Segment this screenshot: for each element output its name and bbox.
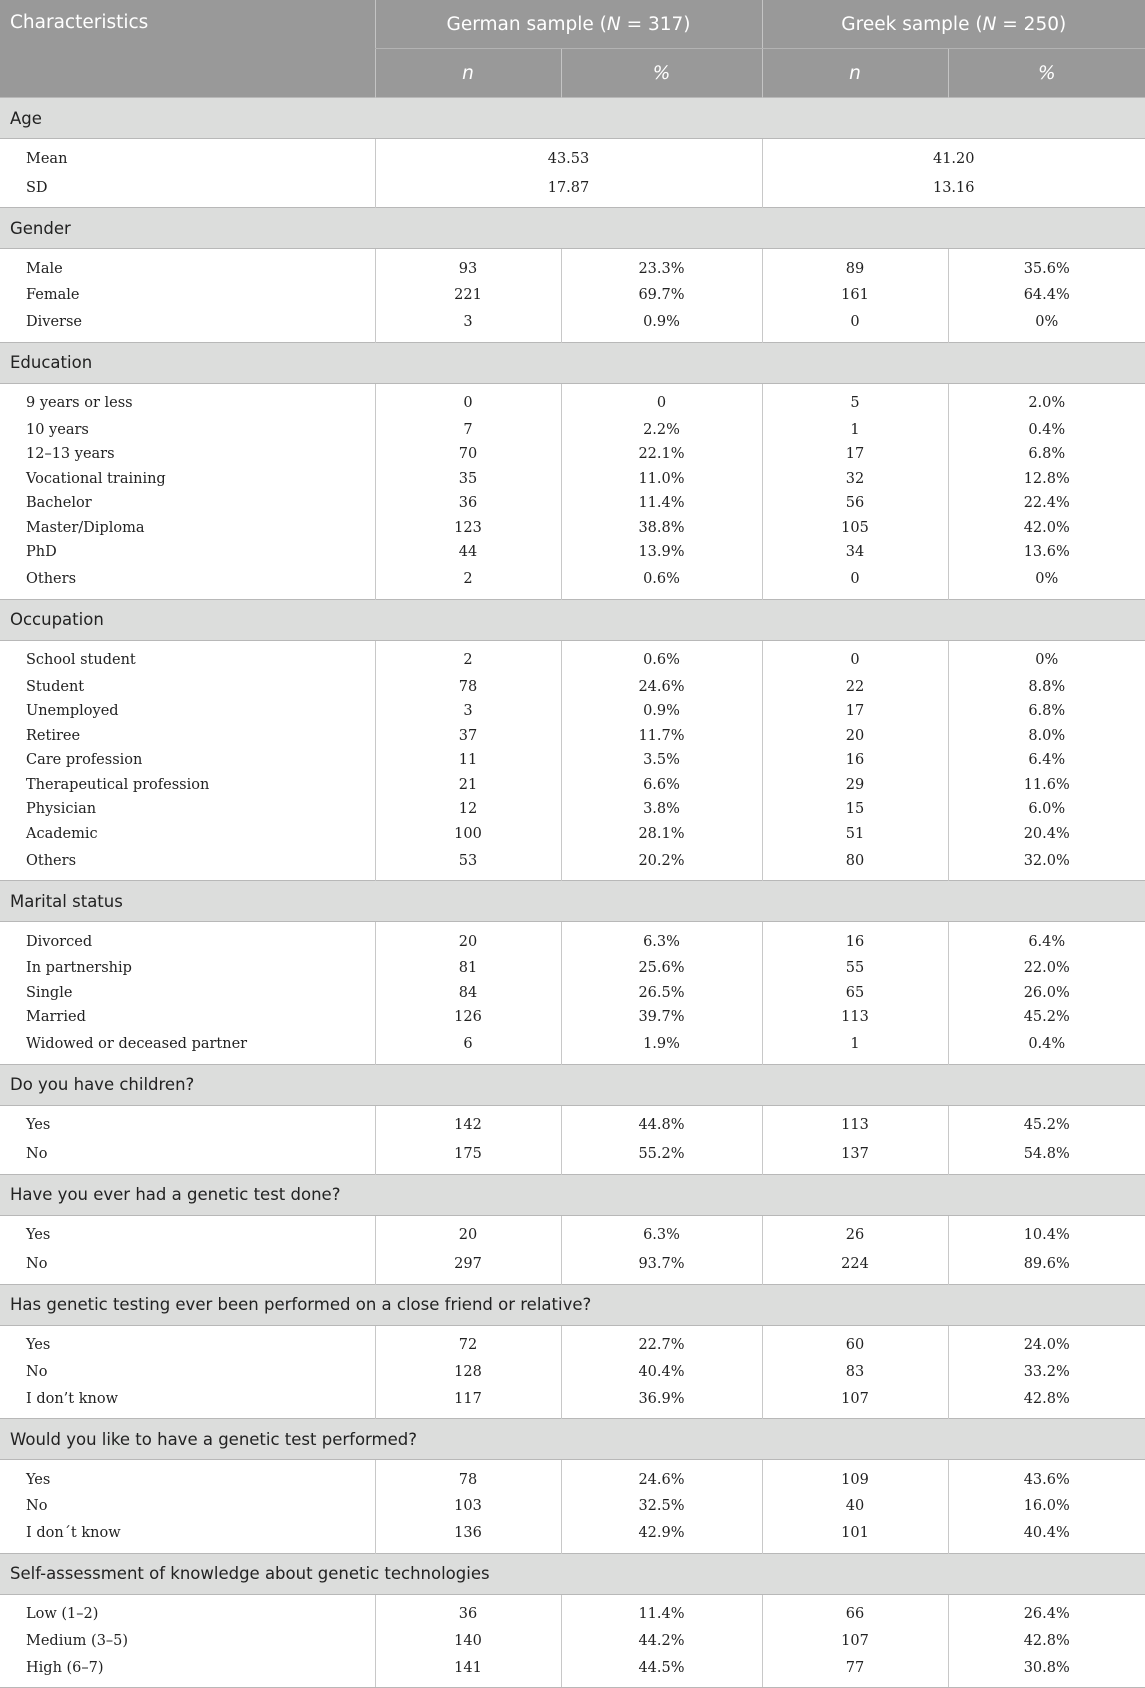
table-row [0,773,1145,798]
table-row [0,283,1145,308]
german-n: 93 [375,249,561,284]
german-pct: 0 [561,383,762,418]
greek-n: 105 [762,516,948,541]
section-header-row [0,1064,1145,1105]
german-n: 53 [375,846,561,881]
german-n: 2 [375,640,561,675]
german-n: 20 [375,1215,561,1250]
greek-pct: 40.4% [948,1519,1145,1554]
german-n: 117 [375,1384,561,1419]
table-row [0,467,1145,492]
table-header [0,0,1145,98]
row-label: Retiree [26,727,81,744]
greek-pct: 64.4% [948,283,1145,308]
german-pct: 20.2% [561,846,762,881]
table-row [0,699,1145,724]
greek-pct: 0.4% [948,418,1145,443]
table-row [0,724,1145,749]
greek-pct: 0% [948,640,1145,675]
greek-pct: 32.0% [948,846,1145,881]
row-label: Academic [26,825,98,842]
table-row [0,491,1145,516]
german-n: 35 [375,467,561,492]
german-pct: 6.3% [561,1215,762,1250]
greek-pct: 26.0% [948,981,1145,1006]
greek-pct: 6.8% [948,442,1145,467]
german-n: 3 [375,699,561,724]
german-value: 43.53 [375,139,762,174]
row-label: Care profession [26,752,143,769]
german-n: 0 [375,383,561,418]
greek-pct: 12.8% [948,467,1145,492]
greek-pct: 24.0% [948,1325,1145,1360]
german-n: 37 [375,724,561,749]
table-row [0,1140,1145,1175]
greek-pct: 42.8% [948,1384,1145,1419]
table-row [0,1384,1145,1419]
german-pct: 11.4% [561,1594,762,1629]
greek-n: 89 [762,249,948,284]
german-pct: 0.6% [561,640,762,675]
greek-pct: 10.4% [948,1215,1145,1250]
table-row [0,1360,1145,1385]
section-title: Education [0,342,1145,383]
german-n: 140 [375,1629,561,1654]
row-label: Male [26,260,63,277]
german-pct: 32.5% [561,1494,762,1519]
section-title: Has genetic testing ever been performed on a close friend or relative? [0,1284,1145,1325]
greek-pct: 8.0% [948,724,1145,749]
german-pct: 13.9% [561,540,762,565]
german-n: 100 [375,822,561,847]
table-row [0,1325,1145,1360]
greek-n: 15 [762,797,948,822]
german-n: 175 [375,1140,561,1175]
table-row [0,249,1145,284]
section-title: Would you like to have a genetic test performed? [0,1419,1145,1460]
greek-pct: 45.2% [948,1105,1145,1140]
german-n: 84 [375,981,561,1006]
section-header-row [0,881,1145,922]
table-row [0,173,1145,208]
german-pct: 24.6% [561,1460,762,1495]
german-pct: 39.7% [561,1005,762,1030]
german-n: 81 [375,956,561,981]
greek-n: 77 [762,1653,948,1688]
greek-n: 65 [762,981,948,1006]
row-label: 12–13 years [26,446,115,463]
table-row [0,822,1145,847]
row-label: In partnership [26,960,132,977]
german-n: 142 [375,1105,561,1140]
greek-pct: 45.2% [948,1005,1145,1030]
header-characteristics: Characteristics [0,0,375,98]
german-n: 20 [375,922,561,957]
greek-pct: 42.0% [948,516,1145,541]
header-german-n: n [375,49,561,98]
section-header-row [0,208,1145,249]
german-n: 7 [375,418,561,443]
table-row [0,418,1145,443]
section-title: Do you have children? [0,1064,1145,1105]
greek-pct: 6.8% [948,699,1145,724]
german-n: 136 [375,1519,561,1554]
greek-n: 107 [762,1384,948,1419]
table-row [0,540,1145,565]
table-row [0,1215,1145,1250]
row-label: School student [26,652,136,668]
table-row [0,383,1145,418]
greek-pct: 2.0% [948,383,1145,418]
german-pct: 55.2% [561,1140,762,1175]
greek-pct: 11.6% [948,773,1145,798]
greek-n: 40 [762,1494,948,1519]
german-n: 2 [375,565,561,600]
row-label: 9 years or less [26,395,133,411]
german-n: 44 [375,540,561,565]
greek-pct: 13.6% [948,540,1145,565]
section-title: Age [0,98,1145,139]
german-pct: 22.7% [561,1325,762,1360]
row-label: Yes [26,1337,51,1353]
section-title: Occupation [0,599,1145,640]
row-label: Yes [26,1117,51,1133]
german-pct: 93.7% [561,1250,762,1285]
greek-n: 0 [762,565,948,600]
german-n: 70 [375,442,561,467]
greek-n: 16 [762,922,948,957]
table-row [0,516,1145,541]
row-label: I don’t know [26,1390,118,1407]
german-n: 3 [375,308,561,343]
section-header-row [0,1284,1145,1325]
row-label: Others [26,852,77,869]
german-pct: 11.0% [561,467,762,492]
german-n: 36 [375,491,561,516]
greek-pct: 22.4% [948,491,1145,516]
greek-n: 0 [762,308,948,343]
table-row [0,956,1145,981]
row-label: Medium (3–5) [26,1632,129,1649]
row-label: 10 years [26,421,89,438]
greek-n: 161 [762,283,948,308]
row-label: Physician [26,801,97,818]
greek-pct: 22.0% [948,956,1145,981]
greek-n: 109 [762,1460,948,1495]
table-row [0,308,1145,343]
greek-pct: 54.8% [948,1140,1145,1175]
row-label: High (6–7) [0,1653,375,1688]
greek-n: 80 [762,846,948,881]
row-label: No [26,1498,48,1515]
greek-n: 0 [762,640,948,675]
greek-n: 32 [762,467,948,492]
table-row [0,922,1145,957]
german-n: 123 [375,516,561,541]
greek-pct: 42.8% [948,1629,1145,1654]
row-label: Widowed or deceased partner [26,1036,248,1052]
table-row [0,797,1145,822]
german-pct: 22.1% [561,442,762,467]
german-pct: 69.7% [561,283,762,308]
row-label: Vocational training [26,470,166,487]
row-label: No [26,1363,48,1380]
greek-n: 224 [762,1250,948,1285]
section-header-row [0,342,1145,383]
german-n: 141 [375,1653,561,1688]
row-label: No [26,1146,48,1162]
greek-pct: 33.2% [948,1360,1145,1385]
greek-n: 60 [762,1325,948,1360]
greek-pct: 20.4% [948,822,1145,847]
german-pct: 1.9% [561,1030,762,1065]
german-pct: 25.6% [561,956,762,981]
table-row [0,640,1145,675]
table-row [0,981,1145,1006]
greek-n: 107 [762,1629,948,1654]
row-label: PhD [26,544,57,561]
table-row [0,1005,1145,1030]
table-row [0,846,1145,881]
section-header-row [0,1419,1145,1460]
greek-pct: 26.4% [948,1594,1145,1629]
greek-n: 17 [762,442,948,467]
section-title: Have you ever had a genetic test done? [0,1174,1145,1215]
header-greek-sample: Greek sample (N = 250) [762,0,1145,49]
greek-n: 1 [762,418,948,443]
greek-n: 1 [762,1030,948,1065]
greek-n: 83 [762,1360,948,1385]
section-header-row [0,1174,1145,1215]
german-pct: 44.8% [561,1105,762,1140]
greek-n: 20 [762,724,948,749]
greek-n: 22 [762,675,948,700]
german-pct: 6.6% [561,773,762,798]
greek-pct: 0% [948,565,1145,600]
greek-pct: 0.4% [948,1030,1145,1065]
german-pct: 0.9% [561,699,762,724]
row-label: Therapeutical profession [26,776,210,793]
table-row [0,565,1145,600]
section-header-row [0,98,1145,139]
header-german-pct: % [561,49,762,98]
greek-n: 101 [762,1519,948,1554]
section-title: Marital status [0,881,1145,922]
row-label: Married [26,1009,86,1026]
greek-n: 55 [762,956,948,981]
german-n: 103 [375,1494,561,1519]
table-row [0,1629,1145,1654]
german-pct: 3.8% [561,797,762,822]
header-german-sample: German sample (N = 317) [375,0,762,49]
table-body [0,98,1145,1688]
greek-pct: 30.8% [948,1653,1145,1688]
greek-n: 66 [762,1594,948,1629]
german-pct: 44.5% [561,1653,762,1688]
row-label: Female [26,287,80,304]
row-label: No [26,1256,48,1272]
greek-pct: 6.4% [948,748,1145,773]
section-title: Self-assessment of knowledge about genetic technologies [0,1553,1145,1594]
table-row [0,1105,1145,1140]
row-label: Diverse [26,314,82,330]
german-pct: 0.9% [561,308,762,343]
german-pct: 6.3% [561,922,762,957]
greek-n: 137 [762,1140,948,1175]
row-label: Mean [26,150,68,167]
german-n: 11 [375,748,561,773]
greek-pct: 6.0% [948,797,1145,822]
table-row [0,1030,1145,1065]
german-pct: 24.6% [561,675,762,700]
row-label: Student [26,678,85,695]
table-row [0,139,1145,174]
row-label: Others [26,571,77,587]
table-row [0,1519,1145,1554]
german-pct: 0.6% [561,565,762,600]
table-row [0,1594,1145,1629]
section-title: Gender [0,208,1145,249]
greek-pct: 8.8% [948,675,1145,700]
table-row [0,1653,1145,1688]
greek-value: 41.20 [762,139,1145,174]
section-header-row [0,599,1145,640]
german-pct: 42.9% [561,1519,762,1554]
greek-pct: 16.0% [948,1494,1145,1519]
greek-pct: 0% [948,308,1145,343]
row-label: Divorced [26,933,93,950]
german-n: 36 [375,1594,561,1629]
greek-value: 13.16 [762,173,1145,208]
greek-pct: 35.6% [948,249,1145,284]
row-label: SD [26,179,48,196]
german-n: 21 [375,773,561,798]
row-label: I don´t know [26,1525,121,1541]
german-n: 12 [375,797,561,822]
row-label: Yes [26,1227,51,1243]
table-row [0,1250,1145,1285]
section-header-row [0,1553,1145,1594]
greek-n: 16 [762,748,948,773]
german-n: 78 [375,1460,561,1495]
row-label: Low (1–2) [26,1606,99,1622]
table-row [0,1494,1145,1519]
row-label: Yes [26,1471,51,1488]
row-label: Single [26,984,73,1001]
german-n: 78 [375,675,561,700]
greek-n: 17 [762,699,948,724]
greek-n: 29 [762,773,948,798]
german-n: 128 [375,1360,561,1385]
german-value: 17.87 [375,173,762,208]
german-pct: 11.7% [561,724,762,749]
row-label: Unemployed [26,703,119,720]
greek-n: 5 [762,383,948,418]
german-pct: 28.1% [561,822,762,847]
row-label: Master/Diploma [26,519,145,536]
german-pct: 40.4% [561,1360,762,1385]
greek-n: 51 [762,822,948,847]
greek-n: 34 [762,540,948,565]
greek-pct: 6.4% [948,922,1145,957]
german-pct: 11.4% [561,491,762,516]
greek-pct: 43.6% [948,1460,1145,1495]
greek-n: 26 [762,1215,948,1250]
table-row [0,1460,1145,1495]
table-row [0,675,1145,700]
table-row [0,442,1145,467]
german-pct: 36.9% [561,1384,762,1419]
german-pct: 3.5% [561,748,762,773]
german-n: 72 [375,1325,561,1360]
greek-n: 113 [762,1105,948,1140]
german-pct: 2.2% [561,418,762,443]
row-label: Bachelor [26,495,92,512]
header-greek-pct: % [948,49,1145,98]
german-n: 6 [375,1030,561,1065]
header-greek-n: n [762,49,948,98]
german-pct: 23.3% [561,249,762,284]
greek-n: 113 [762,1005,948,1030]
table-row [0,748,1145,773]
greek-pct: 89.6% [948,1250,1145,1285]
german-n: 126 [375,1005,561,1030]
german-pct: 44.2% [561,1629,762,1654]
german-n: 221 [375,283,561,308]
german-pct: 38.8% [561,516,762,541]
german-pct: 26.5% [561,981,762,1006]
greek-n: 56 [762,491,948,516]
german-n: 297 [375,1250,561,1285]
